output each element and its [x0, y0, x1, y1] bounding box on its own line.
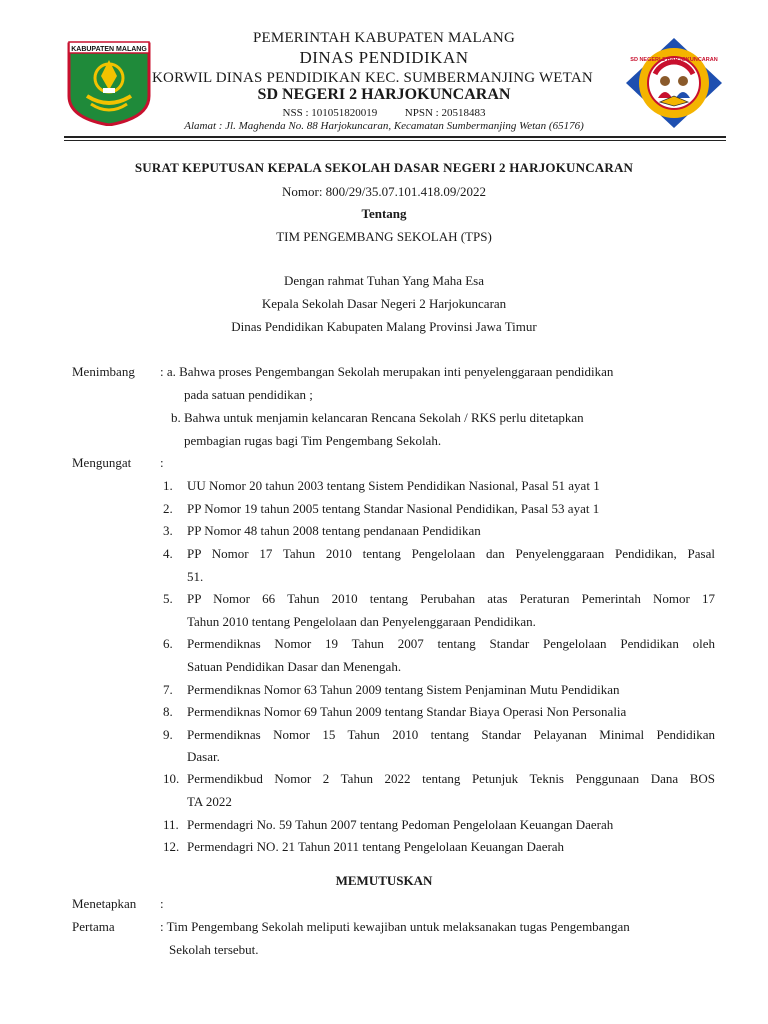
law-item: PP Nomor 48 tahun 2008 tentang pendanaan Pendidikan [187, 523, 481, 538]
law-number: 3. [163, 523, 173, 538]
kop-school-name: SD NEGERI 2 HARJOKUNCARAN [257, 86, 511, 103]
menimbang-a-line-1: : a. Bahwa proses Pengembangan Sekolah merupakan inti penyelenggaraan pendidikan [160, 364, 614, 379]
law-number: 12. [163, 839, 180, 854]
law-item: Permendiknas Nomor 63 Tahun 2009 tentang Sistem Penjaminan Mutu Pendidikan [187, 682, 620, 697]
law-number: 10. [163, 771, 180, 786]
decree-subject: TIM PENGEMBANG SEKOLAH (TPS) [276, 229, 492, 244]
law-item: Permendiknas Nomor 19 Tahun 2007 tentang Standar Pengelolaan Pendidikan oleh [187, 636, 715, 651]
law-item-continued: TA 2022 [187, 794, 232, 809]
mengingat-colon: : [160, 455, 164, 470]
law-number: 4. [163, 546, 173, 561]
law-item: PP Nomor 17 Tahun 2010 tentang Pengelolaan dan Penyelenggaraan Pendidikan, Pasal [187, 546, 715, 561]
law-item-continued: Satuan Pendidikan Dasar dan Menengah. [187, 659, 402, 674]
menimbang-b-line-1: b. Bahwa untuk menjamin kelancaran Rencana Sekolah / RKS perlu ditetapkan [171, 410, 584, 425]
opening-line-2: Kepala Sekolah Dasar Negeri 2 Harjokuncaran [261, 296, 507, 311]
law-number: 7. [163, 682, 173, 697]
memutuskan-heading: MEMUTUSKAN [335, 873, 433, 888]
decree-about-label: Tentang [361, 206, 407, 221]
law-number: 8. [163, 704, 173, 719]
law-item: Permendiknas Nomor 15 Tahun 2010 tentang Standar Pelayanan Minimal Pendidikan [187, 727, 715, 742]
law-number: 6. [163, 636, 173, 651]
decree-title: SURAT KEPUTUSAN KEPALA SEKOLAH DASAR NEGERI 2 HARJOKUNCARAN [134, 160, 634, 175]
kop-korwil: KORWIL DINAS PENDIDIKAN KEC. SUMBERMANJING WETAN [152, 70, 593, 86]
law-number: 9. [163, 727, 173, 742]
law-item-continued: 51. [187, 569, 204, 584]
pertama-label: Pertama [72, 919, 115, 934]
kop-dinas: DINAS PENDIDIKAN [299, 48, 469, 67]
law-item: Permendagri NO. 21 Tahun 2011 tentang Pengelolaan Keuangan Daerah [187, 839, 565, 854]
opening-line-3: Dinas Pendidikan Kabupaten Malang Provinsi Jawa Timur [231, 319, 537, 334]
law-item: Permendagri No. 59 Tahun 2007 tentang Pedoman Pengelolaan Keuangan Daerah [187, 817, 614, 832]
law-number: 2. [163, 501, 173, 516]
letterhead-rule-thin [64, 140, 726, 141]
menimbang-b-line-2: pembagian rugas bagi Tim Pengembang Sekolah. [184, 433, 442, 448]
menimbang-a-line-2: pada satuan pendidikan ; [184, 387, 313, 402]
law-number: 5. [163, 591, 173, 606]
pertama-line-2: Sekolah tersebut. [169, 942, 259, 957]
law-item-continued: Dasar. [187, 749, 220, 764]
kop-ids: NSS : 101051820019 NPSN : 20518483 [282, 107, 486, 119]
menimbang-label: Menimbang [72, 364, 135, 379]
kop-address: Alamat : Jl. Maghenda No. 88 Harjokuncaran, Kecamatan Sumbermanjing Wetan (65176) [184, 120, 584, 132]
pertama-line-1: : Tim Pengembang Sekolah meliputi kewajiban untuk melaksanakan tugas Pengembangan [160, 919, 630, 934]
opening-line-1: Dengan rahmat Tuhan Yang Maha Esa [283, 273, 485, 288]
law-item-continued: Tahun 2010 tentang Pengelolaan dan Penyelenggaraan Pendidikan. [187, 614, 536, 629]
law-item: PP Nomor 66 Tahun 2010 tentang Perubahan atas Peraturan Pemerintah Nomor 17 [187, 591, 715, 606]
law-number: 1. [163, 478, 173, 493]
law-item: PP Nomor 19 tahun 2005 tentang Standar Nasional Pendidikan, Pasal 53 ayat 1 [187, 501, 600, 516]
right-logo-text: SD NEGERI 2 HARJOKUNCARAN [630, 57, 718, 63]
kop-pemerintah: PEMERINTAH KABUPATEN MALANG [253, 30, 515, 46]
law-item: Permendiknas Nomor 69 Tahun 2009 tentang Standar Biaya Operasi Non Personalia [187, 704, 627, 719]
menetapkan-colon: : [160, 896, 164, 911]
mengingat-label: Mengungat [72, 455, 132, 470]
law-number: 11. [163, 817, 179, 832]
left-logo-text: KABUPATEN MALANG [71, 46, 147, 53]
decree-number: Nomor: 800/29/35.07.101.418.09/2022 [281, 184, 487, 199]
law-item: Permendikbud Nomor 2 Tahun 2022 tentang Petunjuk Teknis Penggunaan Dana BOS [187, 771, 715, 786]
menetapkan-label: Menetapkan [72, 896, 137, 911]
law-item: UU Nomor 20 tahun 2003 tentang Sistem Pendidikan Nasional, Pasal 51 ayat 1 [187, 478, 600, 493]
letterhead-rule-thick [64, 136, 726, 138]
